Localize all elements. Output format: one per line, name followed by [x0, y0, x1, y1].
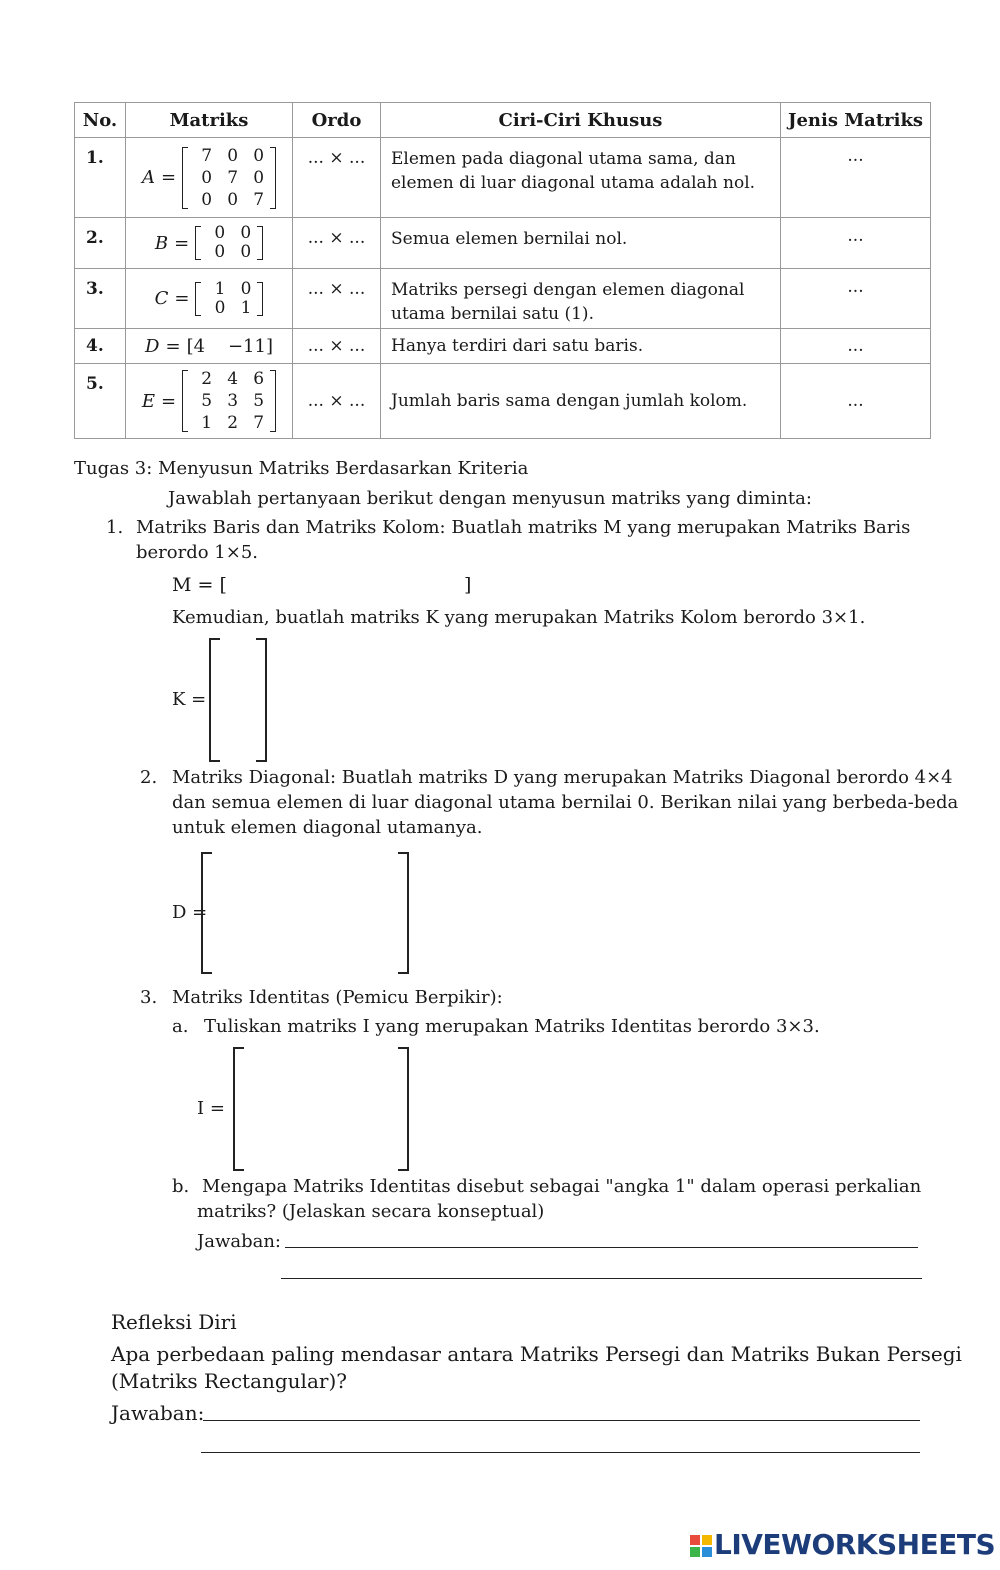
jenis-answer[interactable]: ... [781, 329, 931, 364]
matrix-c [195, 280, 263, 318]
matrix-element: 0 [240, 278, 252, 299]
d-label: D = [172, 902, 208, 923]
m-close-bracket: ] [464, 574, 472, 596]
matrix-element: 4 [227, 369, 239, 389]
ordo-answer[interactable]: ... × ... [293, 329, 381, 364]
refleksi-answer-line-1[interactable] [203, 1420, 920, 1421]
d-answer-field[interactable] [214, 856, 398, 968]
row-number: 2. [75, 218, 126, 269]
i-right-bracket [398, 1047, 409, 1171]
header-matriks: Matriks [126, 103, 293, 138]
header-ciri: Ciri-Ciri Khusus [381, 103, 781, 138]
liveworksheets-logo-text: LIVEWORKSHEETS [714, 1528, 996, 1561]
matrix-element: 0 [227, 145, 239, 166]
matrix-element: 3 [227, 391, 239, 411]
jenis-answer[interactable]: ... [781, 269, 931, 329]
refleksi-question-line1: Apa perbedaan paling mendasar antara Matriks Persegi dan Matriks Bukan Persegi [111, 1342, 962, 1366]
logo-square [690, 1535, 700, 1545]
refleksi-jawaban-label: Jawaban: [111, 1401, 205, 1425]
matrix-element: 1 [201, 413, 213, 433]
d-right-bracket [398, 852, 409, 974]
q1-kolom-text: Kemudian, buatlah matriks K yang merupakan Matriks Kolom berordo 3×1. [172, 607, 866, 628]
ordo-answer[interactable]: ... × ... [293, 364, 381, 439]
k-right-bracket [256, 638, 267, 762]
logo-square [690, 1547, 700, 1557]
q3a-letter: a. [172, 1016, 189, 1037]
matrix-element: 7 [227, 167, 239, 188]
table-row [75, 138, 931, 218]
matrix-element: 2 [201, 369, 213, 389]
q1-number: 1. [106, 517, 124, 538]
matrix-element: 7 [201, 145, 213, 166]
q3b-text-line2: matriks? (Jelaskan secara konseptual) [197, 1201, 545, 1222]
q3-title: Matriks Identitas (Pemicu Berpikir): [172, 987, 503, 1008]
q3-number: 3. [140, 987, 158, 1008]
matrix-cell: D = [4 −11] [126, 329, 293, 364]
q1-text-line2: berordo 1×5. [136, 542, 259, 563]
table-row [75, 269, 931, 329]
k-label: K = [172, 689, 207, 710]
m-answer-field[interactable] [236, 572, 460, 600]
matrix-element: 1 [214, 278, 226, 299]
matrix-element: 6 [253, 369, 265, 389]
refleksi-question-line2: (Matriks Rectangular)? [111, 1369, 347, 1393]
table-row [75, 364, 931, 439]
matrix-element: 5 [253, 391, 265, 411]
q3b-answer-line-1[interactable] [285, 1247, 918, 1248]
matrix-name: A [141, 167, 155, 188]
refleksi-answer-line-2[interactable] [201, 1452, 920, 1453]
q3b-jawaban-label: Jawaban: [197, 1231, 281, 1252]
liveworksheets-logo-icon [690, 1535, 712, 1557]
matrix-e [182, 368, 276, 434]
table-row [75, 329, 931, 364]
header-no: No. [75, 103, 126, 138]
header-jenis: Jenis Matriks [781, 103, 931, 138]
i-left-bracket [233, 1047, 244, 1171]
liveworksheets-logo [690, 1528, 995, 1561]
ordo-answer[interactable]: ... × ... [293, 218, 381, 269]
matrix-element: 4 [193, 335, 206, 357]
header-ordo: Ordo [293, 103, 381, 138]
matrix-element: 7 [253, 413, 265, 433]
tugas3-title: Tugas 3: Menyusun Matriks Berdasarkan Kriteria [74, 458, 529, 479]
matrix-table [74, 102, 931, 439]
matrix-cell: E = 2 4 6 5 3 5 1 2 7 [126, 364, 293, 439]
q2-number: 2. [140, 767, 158, 788]
table-row [75, 218, 931, 269]
tugas3-intro: Jawablah pertanyaan berikut dengan menyusun matriks yang diminta: [168, 488, 812, 509]
matrix-element: −11 [227, 335, 266, 357]
q3b-text-line1: Mengapa Matriks Identitas disebut sebagai "angka 1" dalam operasi perkalian [202, 1176, 922, 1197]
ordo-answer[interactable]: ... × ... [293, 138, 381, 218]
matrix-element: 0 [214, 297, 226, 318]
matrix-element: 0 [227, 189, 239, 210]
q2-text-line3: untuk elemen diagonal utamanya. [172, 817, 483, 838]
matrix-element: 5 [201, 391, 213, 411]
logo-square [702, 1535, 712, 1545]
matrix-element: 0 [240, 223, 252, 243]
matrix-element: 0 [240, 242, 252, 262]
matrix-element: 0 [253, 167, 265, 188]
i-answer-field[interactable] [246, 1051, 398, 1165]
matrix-element: 2 [227, 413, 239, 433]
k-answer-field[interactable] [222, 642, 256, 756]
ordo-answer[interactable]: ... × ... [293, 269, 381, 329]
ciri-text: Hanya terdiri dari satu baris. [381, 329, 781, 364]
matrix-name: C [154, 288, 169, 309]
matrix-cell: A = 7 0 0 0 7 0 0 0 7 [126, 138, 293, 218]
matrix-element: 0 [214, 223, 226, 243]
jenis-answer[interactable]: ... [781, 218, 931, 269]
ciri-text: Semua elemen bernilai nol. [381, 218, 781, 269]
matrix-element: 7 [253, 189, 265, 210]
ciri-text: Elemen pada diagonal utama sama, dan elemen di luar diagonal utama adalah nol. [381, 138, 781, 218]
q3b-letter: b. [172, 1176, 190, 1197]
jenis-answer[interactable]: ... [781, 364, 931, 439]
row-number: 1. [75, 138, 126, 218]
q3a-text: Tuliskan matriks I yang merupakan Matriks Identitas berordo 3×3. [204, 1016, 820, 1037]
matrix-name: D [145, 335, 160, 357]
k-left-bracket [209, 638, 220, 762]
q2-text-line2: dan semua elemen di luar diagonal utama bernilai 0. Berikan nilai yang berbeda-beda [172, 792, 959, 813]
matrix-element: 1 [240, 297, 252, 318]
jenis-answer[interactable]: ... [781, 138, 931, 218]
logo-square [702, 1547, 712, 1557]
matrix-a [182, 145, 276, 211]
matrix-name: B [154, 232, 169, 254]
matrix-cell: B = 0 0 0 0 [126, 218, 293, 269]
matrix-cell: C = 1 0 0 1 [126, 269, 293, 329]
matrix-d: [4 −11] [186, 335, 273, 357]
matrix-element: 0 [201, 189, 213, 210]
table-header-row [75, 103, 931, 138]
m-label: M = [ [172, 574, 227, 596]
refleksi-title: Refleksi Diri [111, 1310, 237, 1334]
matrix-b [195, 224, 263, 262]
row-number: 4. [75, 329, 126, 364]
ciri-text: Jumlah baris sama dengan jumlah kolom. [381, 364, 781, 439]
d-left-bracket [201, 852, 212, 974]
matrix-name: E [141, 390, 156, 412]
matrix-element: 0 [253, 145, 265, 166]
matrix-element: 0 [201, 167, 213, 188]
row-number: 3. [75, 269, 126, 329]
q2-text-line1: Matriks Diagonal: Buatlah matriks D yang merupakan Matriks Diagonal berordo 4×4 [172, 767, 953, 788]
ciri-text: Matriks persegi dengan elemen diagonal utama bernilai satu (1). [381, 269, 781, 329]
q1-text-line1: Matriks Baris dan Matriks Kolom: Buatlah matriks M yang merupakan Matriks Baris [136, 517, 911, 538]
row-number: 5. [75, 364, 126, 439]
matrix-element: 0 [214, 242, 226, 262]
i-label: I = [197, 1098, 225, 1119]
q3b-answer-line-2[interactable] [281, 1278, 922, 1279]
